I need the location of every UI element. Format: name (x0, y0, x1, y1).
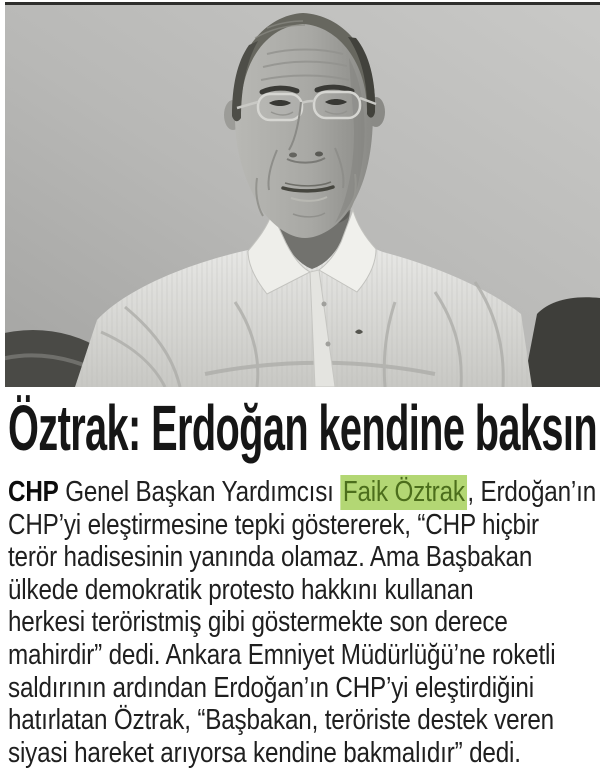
article-text: siyasi hareket arıyorsa kendine bakmalıdır” dedi. (8, 736, 521, 769)
article-text: terör hadisesinin yanında olamaz. Ama Başbakan (8, 541, 533, 574)
article-line (8, 606, 508, 639)
article-line (8, 672, 534, 705)
lead-in-text: CHP (8, 476, 59, 508)
highlighted-name: Faik Öztrak (340, 475, 467, 510)
article-line (8, 574, 473, 607)
article-text: hatırlatan Öztrak, “Başbakan, teröriste destek veren (8, 704, 554, 737)
article-text: CHP’yi eleştirmesine tepki göstererek, “CHP hiçbir (8, 508, 539, 541)
article-body (8, 476, 604, 769)
portrait-illustration (5, 2, 600, 387)
article-text: Genel Başkan Yardımcısı (58, 476, 341, 508)
article-text: saldırının ardından Erdoğan’ın CHP’yi eleştirdiğini (8, 671, 534, 704)
article-text: herkesi teröristmiş gibi göstermekte son derece (8, 606, 508, 639)
article-line (8, 737, 521, 770)
article-line (8, 541, 532, 574)
headline-text: Öztrak: Erdoğan kendine baksın (8, 392, 597, 464)
article-line (8, 476, 596, 509)
article-line (8, 704, 554, 737)
portrait-photo (5, 2, 600, 387)
article-text: ülkede demokratik protesto hakkını kullanan (8, 573, 474, 606)
photo-top-border (5, 2, 600, 5)
article-text: mahirdir” dedi. Ankara Emniyet Müdürlüğü’ne roketli (8, 638, 556, 671)
article-line (8, 509, 539, 542)
article-line (8, 639, 555, 672)
article-text: , Erdoğan’ın (467, 476, 596, 508)
headline (8, 393, 602, 465)
